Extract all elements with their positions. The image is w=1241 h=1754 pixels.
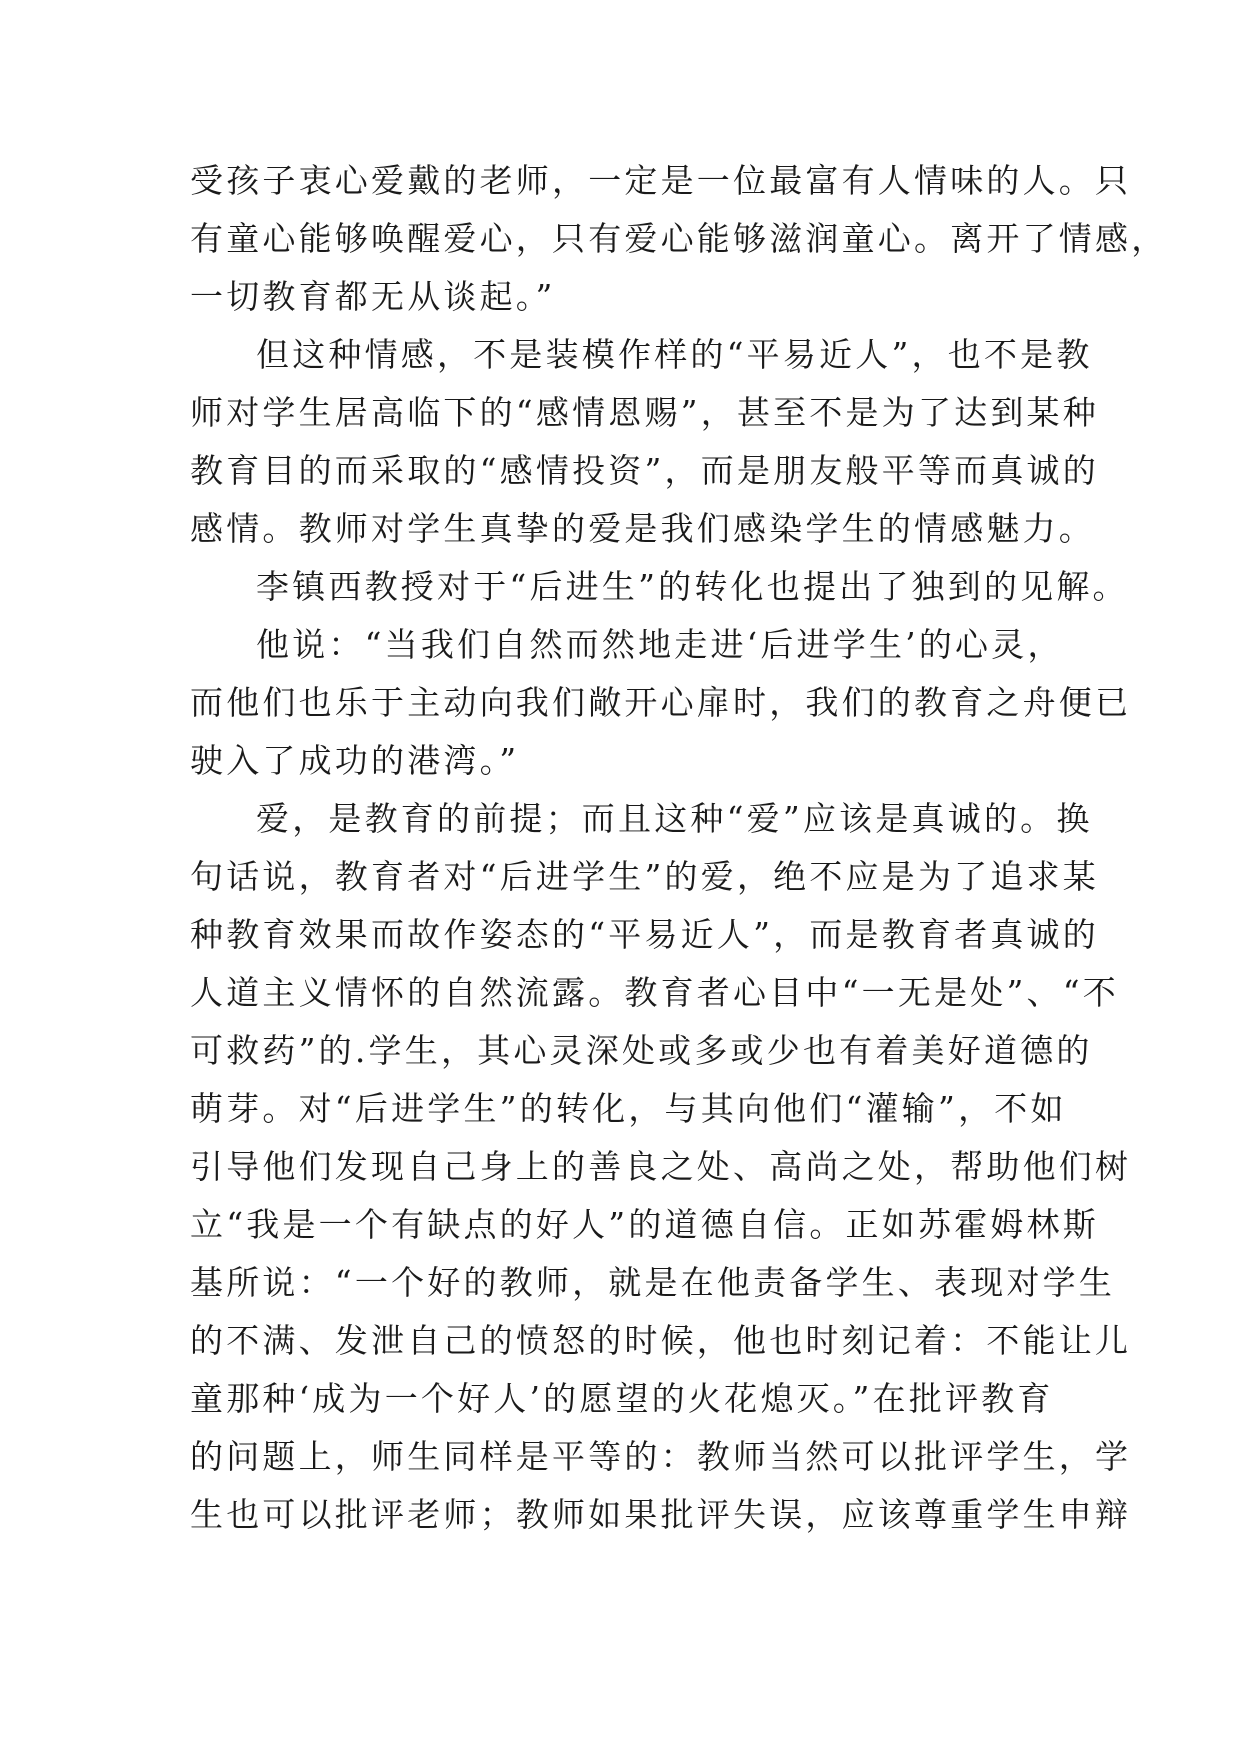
text-line: 他说：“当我们自然而然地走进‘后进学生’的心灵， xyxy=(256,625,1064,664)
text-line: 的问题上，师生同样是平等的：教师当然可以批评学生，学 xyxy=(190,1437,1132,1476)
text-line: 的不满、发泄自己的愤怒的时候，他也时刻记着：不能让儿 xyxy=(190,1321,1132,1360)
text-line: 有童心能够唤醒爱心，只有爱心能够滋润童心。离开了情感， xyxy=(190,219,1168,258)
text-line: 一切教育都无从谈起。” xyxy=(190,277,556,316)
paragraph-3 xyxy=(190,558,1129,616)
text-line: 但这种情感，不是装模作样的“平易近人”，也不是教 xyxy=(256,335,1093,374)
text-line: 而他们也乐于主动向我们敞开心扉时，我们的教育之舟便已 xyxy=(190,683,1132,722)
paragraph-4 xyxy=(190,616,1132,790)
text-line: 李镇西教授对于“后进生”的转化也提出了独到的见解。 xyxy=(256,567,1129,606)
text-line: 种教育效果而故作姿态的“平易近人”，而是教育者真诚的 xyxy=(190,915,1099,954)
text-line: 爱，是教育的前提；而且这种“爱”应该是真诚的。换 xyxy=(256,799,1093,838)
paragraph-2 xyxy=(190,326,1099,558)
text-line: 师对学生居高临下的“感情恩赐”，甚至不是为了达到某种 xyxy=(190,393,1099,432)
text-line: 生也可以批评老师；教师如果批评失误，应该尊重学生申辩 xyxy=(190,1495,1132,1534)
document-page xyxy=(190,152,1168,1544)
text-line: 教育目的而采取的“感情投资”，而是朋友般平等而真诚的 xyxy=(190,451,1099,490)
text-line: 驶入了成功的港湾。” xyxy=(190,741,520,780)
text-line: 可救药”的.学生，其心灵深处或多或少也有着美好道德的 xyxy=(190,1031,1093,1070)
text-line: 引导他们发现自己身上的善良之处、高尚之处，帮助他们树 xyxy=(190,1147,1132,1186)
text-line: 人道主义情怀的自然流露。教育者心目中“一无是处”、“不 xyxy=(190,973,1120,1012)
text-line: 感情。教师对学生真挚的爱是我们感染学生的情感魅力。 xyxy=(190,509,1095,548)
text-line: 立“我是一个有缺点的好人”的道德自信。正如苏霍姆林斯 xyxy=(190,1205,1099,1244)
text-line: 童那种‘成为一个好人’的愿望的火花熄灭。”在批评教育 xyxy=(190,1379,1054,1418)
text-line: 萌芽。对“后进学生”的转化，与其向他们“灌输”，不如 xyxy=(190,1089,1067,1128)
paragraph-1 xyxy=(190,152,1168,326)
text-line: 受孩子衷心爱戴的老师，一定是一位最富有人情味的人。只 xyxy=(190,161,1132,200)
text-line: 句话说，教育者对“后进学生”的爱，绝不应是为了追求某 xyxy=(190,857,1099,896)
text-line: 基所说：“一个好的教师，就是在他责备学生、表现对学生 xyxy=(190,1263,1116,1302)
paragraph-5 xyxy=(190,790,1132,1544)
